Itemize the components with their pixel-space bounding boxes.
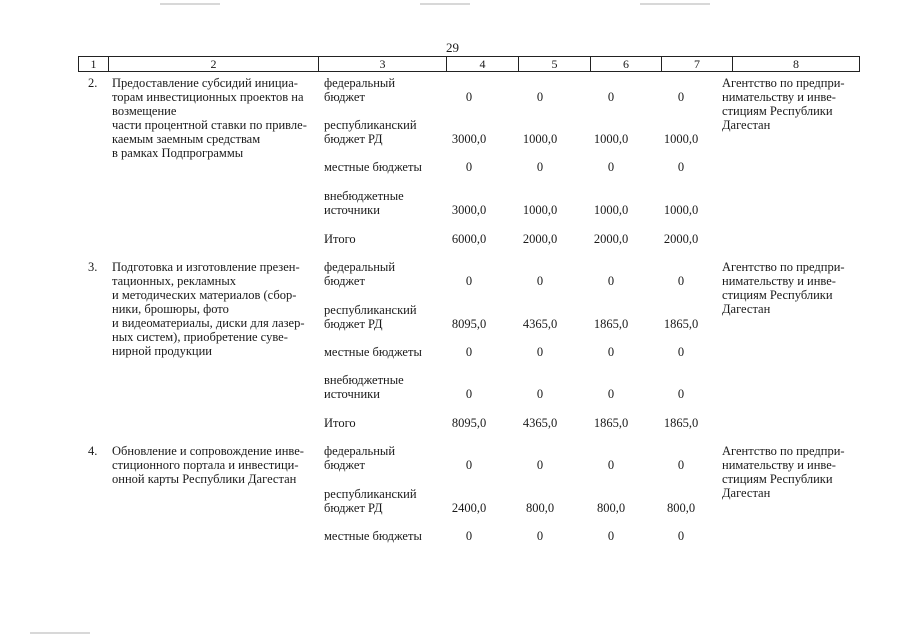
source-label: федеральный бюджет [324,444,396,472]
value-col6: 1000,0 [593,203,629,217]
source-label: республиканский бюджет РД [324,487,417,515]
value-col6: 0 [607,387,615,401]
value-col6: 2000,0 [593,232,629,246]
value-col6: 1865,0 [593,416,629,430]
col-header-3: 3 [318,57,446,71]
row-executor: Агентство по предпри- нимательству и инве- стициям Республики Дагестан [722,444,845,500]
value-col5: 0 [536,274,544,288]
source-label: местные бюджеты [324,160,422,174]
row-description: Предоставление субсидий инициа- торам инвестиционных проектов на возмещение части процентной ставки по привле- каемым заемным средствам в рамках Подпрограммы [112,76,307,160]
col-header-2: 2 [108,57,318,71]
value-col5: 2000,0 [522,232,558,246]
value-col6: 1865,0 [593,317,629,331]
value-col5: 4365,0 [522,317,558,331]
source-label: федеральный бюджет [324,260,396,288]
column-number-header [78,56,860,72]
source-label: Итого [324,232,356,246]
scan-artifact-top-left [160,3,220,5]
value-col4: 0 [465,274,473,288]
col-header-6: 6 [590,57,661,71]
value-col5: 800,0 [525,501,555,515]
value-col6: 800,0 [596,501,626,515]
page-number: 29 [446,40,459,55]
value-col7: 1000,0 [663,132,699,146]
value-col7: 0 [677,160,685,174]
value-col7: 0 [677,274,685,288]
value-col4: 0 [465,387,473,401]
value-col4: 0 [465,90,473,104]
value-col7: 0 [677,90,685,104]
value-col7: 0 [677,387,685,401]
row-number: 3. [88,260,98,274]
value-col7: 0 [677,458,685,472]
row-executor: Агентство по предпри- нимательству и инве- стициям Республики Дагестан [722,76,845,132]
col-header-7: 7 [661,57,732,71]
value-col6: 0 [607,458,615,472]
source-label: Итого [324,416,356,430]
source-label: местные бюджеты [324,529,422,543]
value-col6: 0 [607,160,615,174]
value-col4: 0 [465,345,473,359]
value-col4: 8095,0 [451,416,487,430]
row-number: 2. [88,76,98,90]
value-col5: 0 [536,345,544,359]
col-header-8: 8 [732,57,860,71]
value-col4: 6000,0 [451,232,487,246]
value-col5: 0 [536,387,544,401]
source-label: федеральный бюджет [324,76,396,104]
value-col4: 3000,0 [451,203,487,217]
value-col5: 0 [536,90,544,104]
source-label: республиканский бюджет РД [324,303,417,331]
value-col5: 0 [536,529,544,543]
source-label: внебюджетные источники [324,373,404,401]
value-col5: 1000,0 [522,132,558,146]
value-col5: 4365,0 [522,416,558,430]
row-executor: Агентство по предпри- нимательству и инве- стициям Республики Дагестан [722,260,845,316]
value-col5: 0 [536,160,544,174]
col-header-1: 1 [78,57,108,71]
value-col7: 2000,0 [663,232,699,246]
scan-artifact-top-mid [420,3,470,5]
scan-artifact-top-right [640,3,710,5]
scan-artifact-bottom-left [30,632,90,634]
row-description: Обновление и сопровождение инве- стиционного портала и инвестици- онной карты Республики Дагестан [112,444,304,486]
value-col7: 1865,0 [663,416,699,430]
value-col7: 0 [677,529,685,543]
value-col4: 0 [465,458,473,472]
value-col4: 0 [465,529,473,543]
value-col7: 800,0 [666,501,696,515]
row-number: 4. [88,444,98,458]
value-col6: 0 [607,90,615,104]
value-col7: 0 [677,345,685,359]
value-col4: 8095,0 [451,317,487,331]
value-col4: 0 [465,160,473,174]
source-label: республиканский бюджет РД [324,118,417,146]
value-col7: 1865,0 [663,317,699,331]
value-col6: 0 [607,345,615,359]
value-col4: 2400,0 [451,501,487,515]
row-description: Подготовка и изготовление презен- тационных, рекламных и методических материалов (сбор- ники, брошюры, фото и видеоматериалы, диски для лазер- ных систем), приобретение суве- нирной продукции [112,260,305,358]
value-col6: 0 [607,274,615,288]
value-col4: 3000,0 [451,132,487,146]
value-col7: 1000,0 [663,203,699,217]
value-col5: 1000,0 [522,203,558,217]
col-header-5: 5 [518,57,590,71]
value-col5: 0 [536,458,544,472]
col-header-4: 4 [446,57,518,71]
source-label: внебюджетные источники [324,189,404,217]
source-label: местные бюджеты [324,345,422,359]
value-col6: 0 [607,529,615,543]
value-col6: 1000,0 [593,132,629,146]
